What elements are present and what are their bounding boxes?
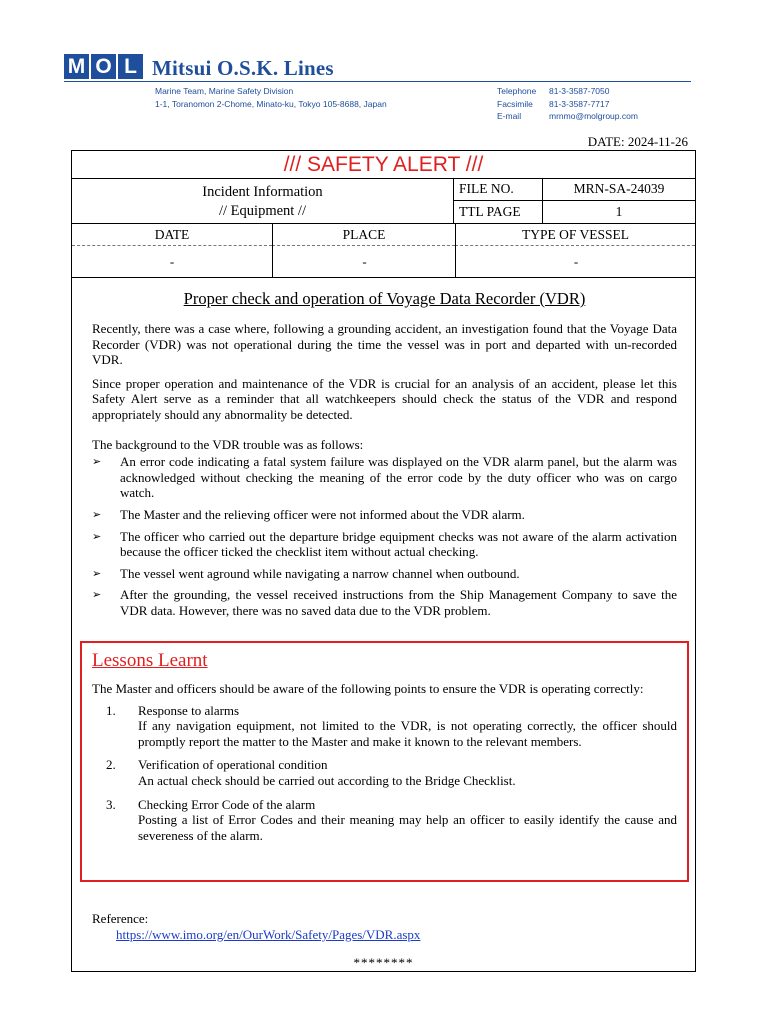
file-no-row <box>454 178 695 201</box>
safety-alert-frame <box>71 150 696 972</box>
background-list <box>92 454 677 618</box>
contact-label: E-mail <box>497 111 522 121</box>
lessons-title: Lessons Learnt <box>92 650 208 671</box>
contact-value: 81-3-3587-7717 <box>549 98 610 109</box>
arrow-bullet-icon: ➢ <box>92 507 102 521</box>
lesson-item <box>92 797 677 844</box>
company-name: Mitsui O.S.K. Lines <box>152 56 334 80</box>
column-divider <box>272 224 273 277</box>
lesson-item <box>92 757 677 788</box>
lesson-heading: Verification of operational condition <box>138 757 328 773</box>
lesson-text: An actual check should be carried out according to the Bridge Checklist. <box>138 772 516 788</box>
list-item-text: The vessel went aground while navigating a narrow channel when outbound. <box>120 565 520 581</box>
lesson-number: 3. <box>106 796 116 812</box>
company-address <box>155 85 387 111</box>
list-item <box>92 587 677 618</box>
reference-label: Reference: <box>92 911 149 926</box>
lesson-text: Posting a list of Error Codes and their meaning may help an officer to easily identify the cause and severeness of the alarm. <box>138 812 677 843</box>
reference-link[interactable]: https://www.imo.org/en/OurWork/Safety/Pages/VDR.aspx <box>116 927 421 942</box>
lessons-intro: The Master and officers should be aware of the following points to ensure the VDR is operating correctly: <box>92 681 644 696</box>
list-item <box>92 529 677 560</box>
list-item-text: An error code indicating a fatal system failure was displayed on the VDR alarm panel, but the alarm was acknowledged without checking the meaning of the error code by the duty officer who was on cargo watch. <box>120 454 677 501</box>
lesson-item <box>92 703 677 750</box>
column-header-date: DATE <box>72 224 272 246</box>
contact-value: 81-3-3587-7050 <box>549 86 610 96</box>
table-bottom-rule <box>72 277 695 278</box>
incident-info-line-1: Incident Information <box>202 184 323 200</box>
list-item <box>92 454 677 501</box>
alert-body <box>92 289 677 625</box>
column-divider <box>455 224 456 277</box>
end-marks: ******** <box>353 955 414 970</box>
column-header-place: PLACE <box>272 224 455 246</box>
contact-label: Telephone <box>497 86 537 96</box>
contact-telephone <box>497 85 638 98</box>
company-logo <box>64 54 143 79</box>
arrow-bullet-icon: ➢ <box>92 588 102 602</box>
ttl-page-label: TTL PAGE <box>454 201 543 223</box>
paragraph: Recently, there was a case where, following a grounding accident, an investigation found that the Voyage Data Recorder (VDR) was not operational during the time the vessel was in port and departed with un-recorded VDR. <box>92 321 677 368</box>
meta-table <box>454 178 695 224</box>
contact-email <box>497 110 638 123</box>
lessons-learnt-box <box>80 641 689 882</box>
logo-letter-l: L <box>118 54 143 79</box>
background-intro: The background to the VDR trouble was as follows: <box>92 436 364 452</box>
address-line-2: 1-1, Toranomon 2-Chome, Minato-ku, Tokyo 105-8688, Japan <box>155 99 387 109</box>
contact-label: Facsimile <box>497 98 533 109</box>
logo-letter-o: O <box>91 54 116 79</box>
list-item <box>92 566 677 582</box>
contact-block <box>497 85 638 123</box>
lesson-heading: Checking Error Code of the alarm <box>138 796 316 812</box>
file-no-label: FILE NO. <box>454 178 543 200</box>
logo-letter-m: M <box>64 54 89 79</box>
arrow-bullet-icon: ➢ <box>92 529 102 543</box>
letterhead-divider <box>64 81 691 82</box>
list-item-text: The officer who carried out the departure bridge equipment checks was not aware of the alarm activation because the officer ticked the checklist item without actual checking. <box>120 528 677 560</box>
column-header-vessel-type: TYPE OF VESSEL <box>455 224 695 246</box>
column-value-date: - <box>169 254 175 269</box>
column-value-vessel-type: - <box>455 246 696 277</box>
arrow-bullet-icon: ➢ <box>92 455 102 469</box>
address-line-1: Marine Team, Marine Safety Division <box>155 86 294 96</box>
lesson-number: 2. <box>106 757 116 773</box>
arrow-bullet-icon: ➢ <box>92 566 102 580</box>
column-value-place: - <box>272 246 456 277</box>
paragraph: Since proper operation and maintenance of the VDR is crucial for an analysis of an accident, please let this Safety Alert serve as a reminder that all watchkeepers should check the status of the VDR and respond appropriately should any abnormality be detected. <box>92 375 677 422</box>
list-item-text: The Master and the relieving officer were not informed about the VDR alarm. <box>120 506 525 522</box>
incident-info-cell <box>72 178 454 224</box>
document-date: DATE: 2024-11-26 <box>587 134 688 149</box>
ttl-page-row <box>454 201 695 224</box>
file-no-value: MRN-SA-24039 <box>573 181 665 196</box>
lesson-heading: Response to alarms <box>138 702 240 718</box>
contact-value: mrnmo@molgroup.com <box>549 111 638 121</box>
alert-subject: Proper check and operation of Voyage Data Recorder (VDR) <box>183 289 586 308</box>
reference-block <box>92 911 420 943</box>
alert-title: /// SAFETY ALERT /// <box>72 151 695 179</box>
list-item-text: After the grounding, the vessel received instructions from the Ship Management Company to save the VDR data. However, there was no saved data due to the VDR problem. <box>120 587 677 618</box>
ttl-page-value: 1 <box>615 204 623 219</box>
list-item <box>92 507 677 523</box>
lesson-text: If any navigation equipment, not limited to the VDR, is not operating correctly, the officer should promptly report the matter to the Master and make it known to the relevant members. <box>138 718 677 749</box>
contact-facsimile <box>497 98 638 111</box>
incident-info-line-2: // Equipment // <box>219 203 306 219</box>
lesson-number: 1. <box>106 702 116 718</box>
